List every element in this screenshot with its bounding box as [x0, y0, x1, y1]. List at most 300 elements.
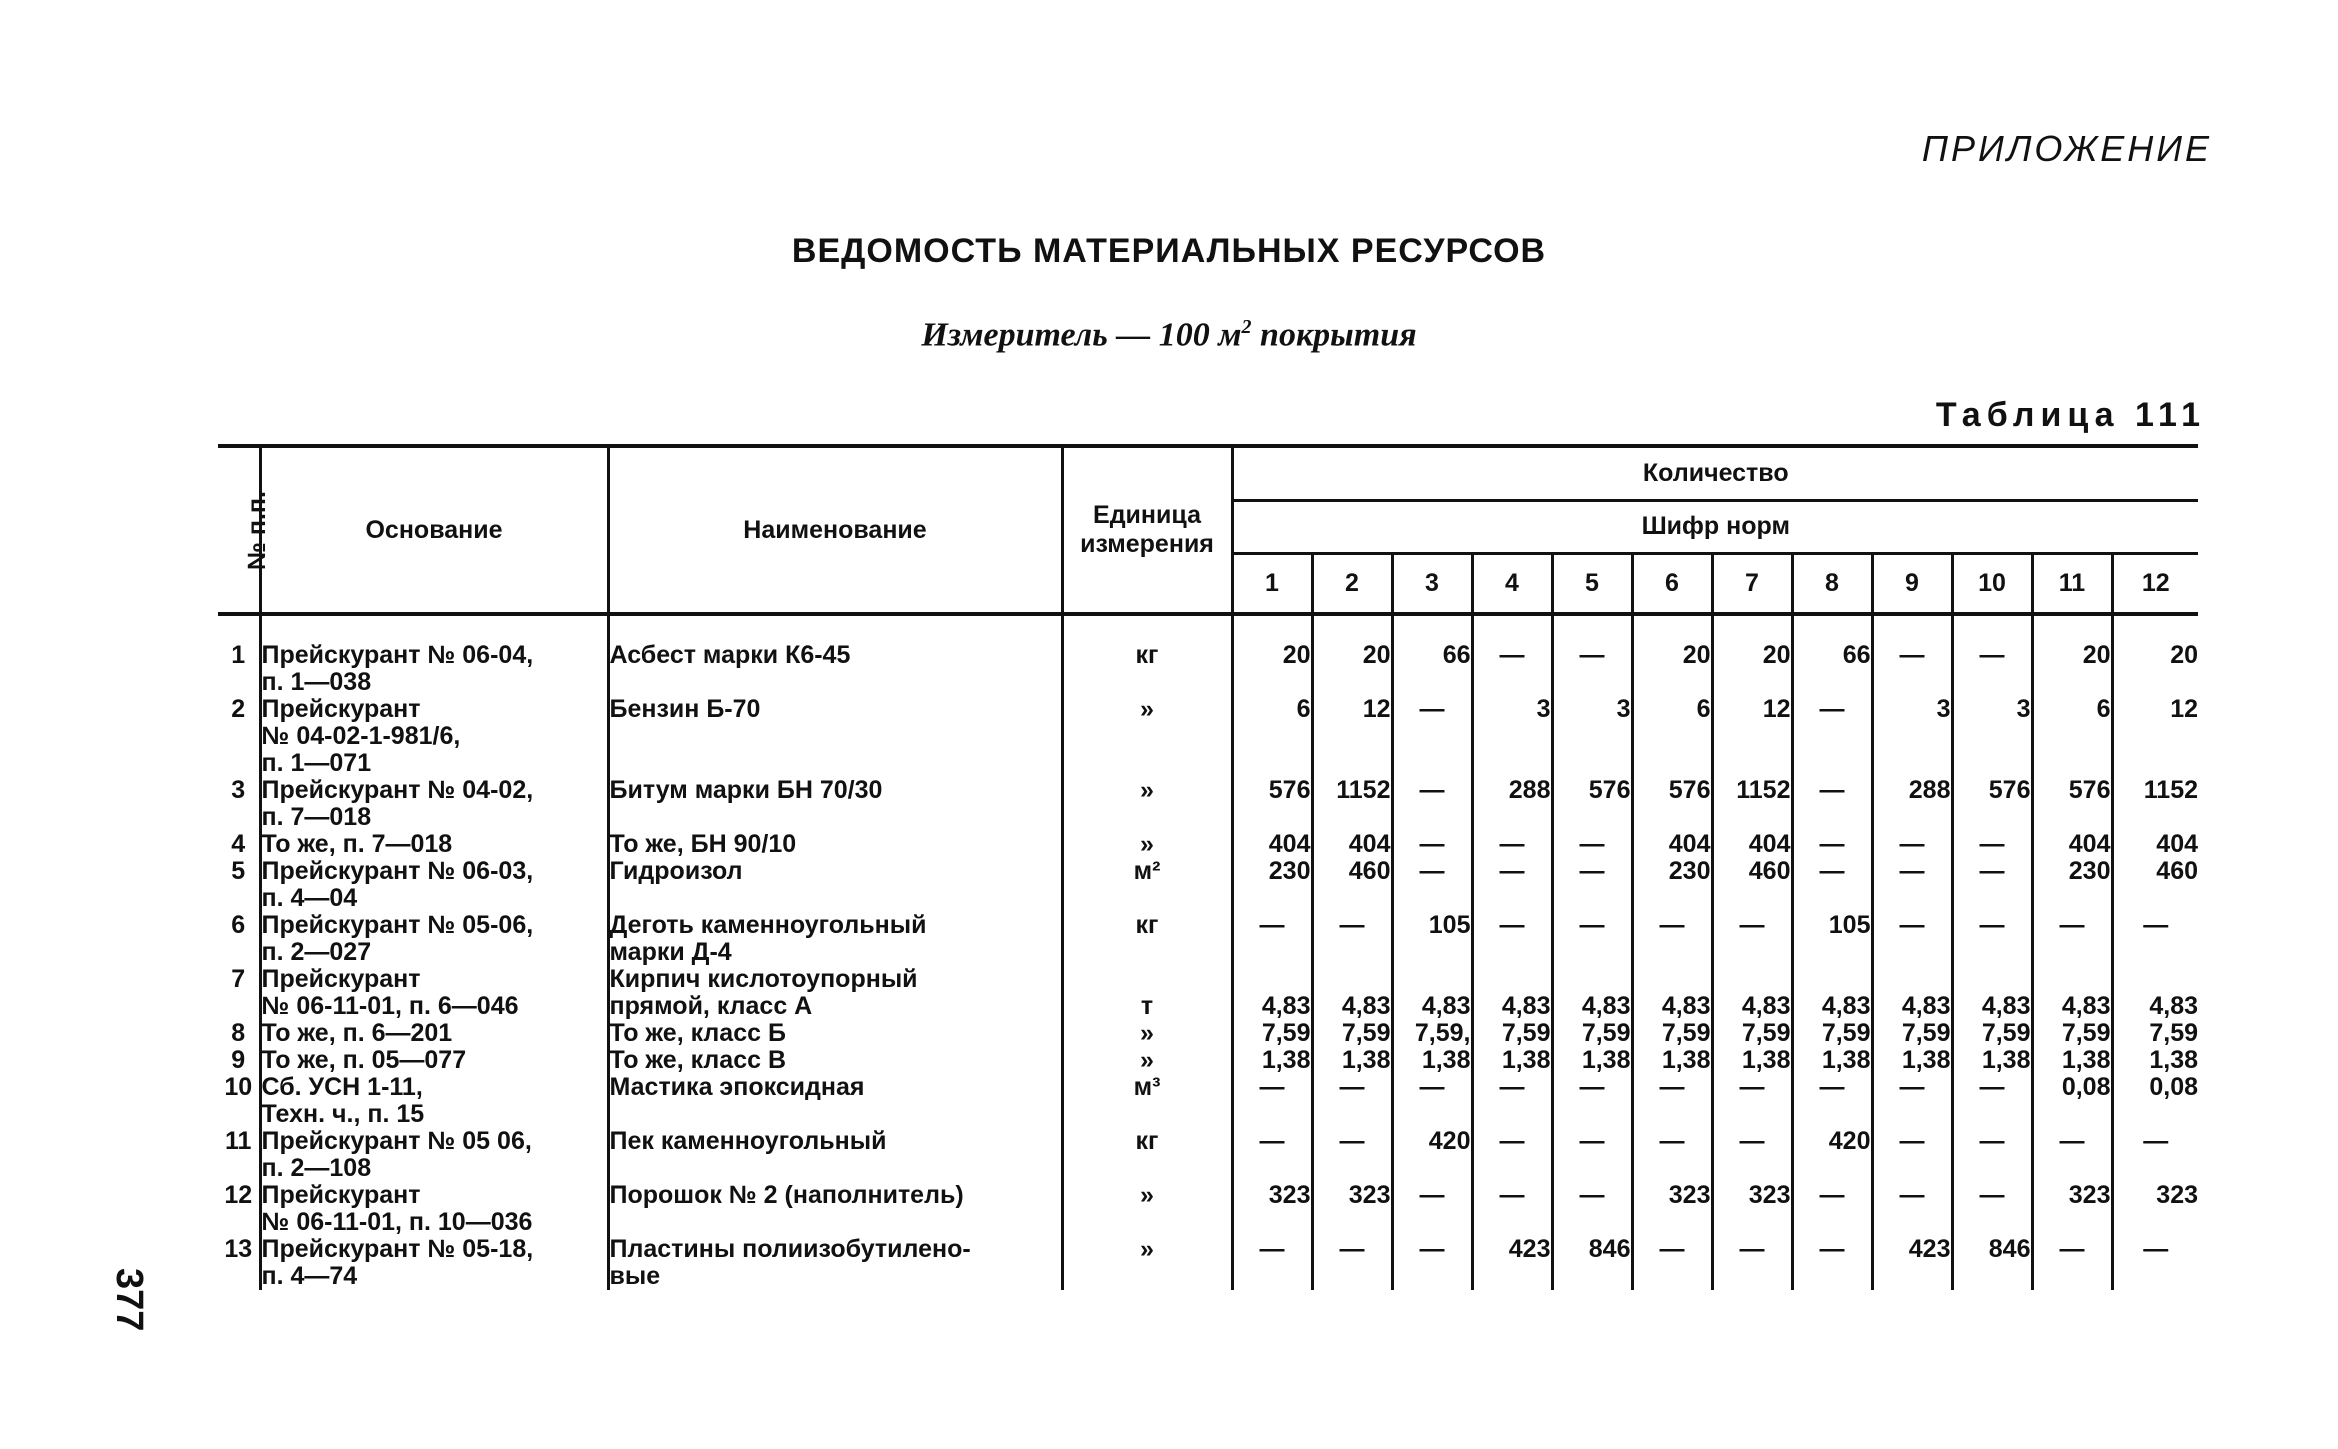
- quantity-value: —: [1739, 1127, 1765, 1155]
- quantity-cell: [1472, 1182, 1552, 1236]
- header-col-6: 6: [1632, 554, 1712, 614]
- quantity-cell: [1632, 1074, 1712, 1128]
- quantity-cell: [2112, 696, 2198, 777]
- name-cell: [608, 1074, 1062, 1128]
- quantity-value: —: [1259, 1127, 1285, 1155]
- row-number: [218, 1074, 260, 1128]
- table-row: [218, 777, 2198, 831]
- quantity-cell: [1792, 912, 1872, 966]
- header-num-label: № п.п.: [242, 490, 271, 570]
- header-col-3: 3: [1392, 554, 1472, 614]
- basis-line: п. 1—038: [261, 668, 372, 696]
- quantity-cell: [1632, 831, 1712, 858]
- quantity-value: 0,08: [2149, 1073, 2199, 1101]
- quantity-value: 4,83: [1501, 992, 1551, 1020]
- table-row: [218, 1074, 2198, 1128]
- quantity-cell: [1232, 1047, 1312, 1074]
- quantity-value: —: [1579, 857, 1605, 885]
- quantity-value: 20: [1762, 641, 1791, 669]
- row-number: [218, 777, 260, 831]
- table-number: Таблица 111: [1935, 396, 2206, 434]
- quantity-value: —: [1499, 911, 1525, 939]
- quantity-value: 105: [1428, 911, 1471, 939]
- quantity-cell: [1632, 1236, 1712, 1290]
- quantity-value: —: [1419, 857, 1445, 885]
- quantity-value: —: [1339, 1127, 1365, 1155]
- quantity-cell: [1872, 831, 1952, 858]
- quantity-cell: [1792, 1182, 1872, 1236]
- quantity-value: —: [1979, 1073, 2005, 1101]
- quantity-value: —: [1259, 1235, 1285, 1263]
- quantity-cell: [1712, 1236, 1792, 1290]
- quantity-cell: [1792, 1047, 1872, 1074]
- quantity-value: 460: [1748, 857, 1791, 885]
- quantity-value: 576: [1668, 776, 1711, 804]
- unit-cell: [1062, 858, 1232, 912]
- header-col-2: 2: [1312, 554, 1392, 614]
- quantity-value: 7,59: [1501, 1019, 1551, 1047]
- basis-line: п. 4—74: [261, 1262, 358, 1290]
- row-number: [218, 966, 260, 1020]
- quantity-value: 846: [1588, 1235, 1631, 1263]
- unit-cell: [1062, 1020, 1232, 1047]
- quantity-value: 404: [1348, 830, 1391, 858]
- quantity-cell: [1632, 1182, 1712, 1236]
- quantity-cell: [2112, 777, 2198, 831]
- basis-cell: [260, 777, 608, 831]
- quantity-value: —: [1419, 1073, 1445, 1101]
- quantity-cell: [1552, 1074, 1632, 1128]
- quantity-value: —: [1339, 1073, 1365, 1101]
- quantity-value: 7,59: [1581, 1019, 1631, 1047]
- basis-cell: [260, 912, 608, 966]
- quantity-cell: [1712, 858, 1792, 912]
- quantity-cell: [1952, 1047, 2032, 1074]
- quantity-value: 576: [1988, 776, 2031, 804]
- row-number-text: 4: [231, 830, 246, 858]
- quantity-value: 20: [2170, 641, 2199, 669]
- quantity-cell: [1952, 1236, 2032, 1290]
- name-line: прямой, класс А: [609, 992, 813, 1020]
- quantity-cell: [1472, 1020, 1552, 1047]
- row-number-text: 10: [224, 1073, 253, 1101]
- quantity-cell: [1952, 1074, 2032, 1128]
- quantity-value: —: [1339, 911, 1365, 939]
- row-number: [218, 831, 260, 858]
- quantity-cell: [1472, 696, 1552, 777]
- quantity-value: —: [1259, 911, 1285, 939]
- quantity-value: —: [1979, 857, 2005, 885]
- quantity-value: 1,38: [1661, 1046, 1711, 1074]
- quantity-cell: [2032, 1047, 2112, 1074]
- unit-text: м²: [1133, 857, 1161, 885]
- quantity-value: —: [1499, 1127, 1525, 1155]
- quantity-cell: [1312, 1020, 1392, 1047]
- quantity-cell: [1952, 696, 2032, 777]
- quantity-cell: [1392, 777, 1472, 831]
- unit-cell: [1062, 1182, 1232, 1236]
- quantity-value: 4,83: [1661, 992, 1711, 1020]
- quantity-cell: [2032, 1182, 2112, 1236]
- unit-cell: [1062, 642, 1232, 696]
- quantity-value: 7,59: [1661, 1019, 1711, 1047]
- unit-text: »: [1140, 695, 1154, 723]
- quantity-cell: [1552, 1020, 1632, 1047]
- row-number: [218, 1047, 260, 1074]
- basis-cell: [260, 1020, 608, 1047]
- quantity-value: —: [1979, 911, 2005, 939]
- quantity-cell: [1472, 858, 1552, 912]
- basis-cell: [260, 1236, 608, 1290]
- basis-line: п. 4—04: [261, 884, 358, 912]
- name-line: Пластины полиизобутилено-: [609, 1235, 971, 1263]
- quantity-value: 7,59: [1741, 1019, 1791, 1047]
- quantity-cell: [1952, 1020, 2032, 1047]
- quantity-cell: [1632, 1047, 1712, 1074]
- basis-line: Сб. УСН 1-11,: [261, 1073, 423, 1101]
- quantity-value: —: [1579, 1127, 1605, 1155]
- spacer-cell: [1312, 614, 1392, 642]
- basis-line: п. 2—027: [261, 938, 372, 966]
- quantity-cell: [2112, 831, 2198, 858]
- quantity-value: 423: [1508, 1235, 1551, 1263]
- quantity-cell: [1552, 858, 1632, 912]
- quantity-value: 404: [2068, 830, 2111, 858]
- row-number: [218, 1020, 260, 1047]
- quantity-cell: [1872, 912, 1952, 966]
- quantity-cell: [1792, 858, 1872, 912]
- quantity-cell: [1952, 858, 2032, 912]
- quantity-value: 105: [1828, 911, 1871, 939]
- quantity-cell: [1312, 1182, 1392, 1236]
- name-cell: [608, 1236, 1062, 1290]
- quantity-cell: [1392, 1074, 1472, 1128]
- quantity-value: 1,38: [1261, 1046, 1311, 1074]
- quantity-cell: [2032, 1128, 2112, 1182]
- quantity-value: —: [1979, 1127, 2005, 1155]
- quantity-value: —: [2059, 1235, 2085, 1263]
- quantity-value: 7,59,: [1414, 1019, 1471, 1047]
- quantity-value: 4,83: [2149, 992, 2199, 1020]
- quantity-value: 6: [2096, 695, 2111, 723]
- quantity-value: —: [1499, 830, 1525, 858]
- quantity-cell: [1952, 831, 2032, 858]
- quantity-value: 323: [2156, 1181, 2199, 1209]
- quantity-cell: [2112, 1236, 2198, 1290]
- quantity-cell: [2032, 912, 2112, 966]
- quantity-value: 423: [1908, 1235, 1951, 1263]
- quantity-value: 323: [1748, 1181, 1791, 1209]
- quantity-value: —: [1819, 695, 1845, 723]
- quantity-cell: [2112, 858, 2198, 912]
- quantity-cell: [2112, 966, 2198, 1020]
- quantity-cell: [1552, 1182, 1632, 1236]
- spacer-cell: [260, 614, 608, 642]
- quantity-cell: [1312, 1128, 1392, 1182]
- table-spacer-row: [218, 614, 2198, 642]
- quantity-value: 20: [1682, 641, 1711, 669]
- row-number-text: 1: [231, 641, 246, 669]
- quantity-value: 0,08: [2061, 1073, 2111, 1101]
- quantity-cell: [2112, 1128, 2198, 1182]
- quantity-value: —: [1899, 1073, 1925, 1101]
- quantity-cell: [1952, 1128, 2032, 1182]
- quantity-value: —: [1899, 857, 1925, 885]
- quantity-cell: [1312, 1047, 1392, 1074]
- quantity-value: 1,38: [2061, 1046, 2111, 1074]
- quantity-cell: [1392, 858, 1472, 912]
- quantity-value: —: [1739, 911, 1765, 939]
- header-col-11: 11: [2032, 554, 2112, 614]
- header-col-7: 7: [1712, 554, 1792, 614]
- quantity-cell: [1712, 912, 1792, 966]
- unit-text: »: [1140, 1181, 1154, 1209]
- unit-cell: [1062, 1236, 1232, 1290]
- quantity-cell: [1472, 1074, 1552, 1128]
- basis-cell: [260, 1074, 608, 1128]
- quantity-cell: [1792, 831, 1872, 858]
- header-col-9: 9: [1872, 554, 1952, 614]
- quantity-cell: [1472, 966, 1552, 1020]
- header-col-5: 5: [1552, 554, 1632, 614]
- quantity-cell: [1872, 642, 1952, 696]
- basis-line: п. 7—018: [261, 803, 372, 831]
- name-line: Кирпич кислотоупорный: [609, 965, 918, 993]
- name-line: То же, класс Б: [609, 1019, 786, 1047]
- table-row: [218, 1182, 2198, 1236]
- quantity-cell: [1472, 912, 1552, 966]
- quantity-value: 404: [1268, 830, 1311, 858]
- quantity-cell: [1232, 1182, 1312, 1236]
- quantity-value: —: [1579, 1181, 1605, 1209]
- quantity-cell: [1632, 696, 1712, 777]
- row-number-text: 2: [231, 695, 246, 723]
- row-number-text: 8: [231, 1019, 246, 1047]
- quantity-cell: [1952, 1182, 2032, 1236]
- header-col-4: 4: [1472, 554, 1552, 614]
- quantity-cell: [2032, 1074, 2112, 1128]
- quantity-value: 1,38: [1741, 1046, 1791, 1074]
- table-row: [218, 696, 2198, 777]
- quantity-cell: [1472, 777, 1552, 831]
- quantity-value: 7,59: [1261, 1019, 1311, 1047]
- unit-text: кг: [1135, 641, 1159, 669]
- quantity-cell: [1232, 966, 1312, 1020]
- quantity-cell: [1872, 858, 1952, 912]
- basis-line: № 06-11-01, п. 6—046: [261, 992, 519, 1020]
- quantity-value: —: [1579, 830, 1605, 858]
- quantity-value: 1152: [1336, 776, 1391, 804]
- quantity-value: 7,59: [2061, 1019, 2111, 1047]
- quantity-value: 66: [1842, 641, 1871, 669]
- quantity-value: —: [1579, 641, 1605, 669]
- table-row: [218, 1020, 2198, 1047]
- basis-line: Прейскурант № 05-18,: [261, 1235, 534, 1263]
- quantity-value: 230: [2068, 857, 2111, 885]
- spacer-cell: [1232, 614, 1312, 642]
- quantity-value: —: [1419, 776, 1445, 804]
- quantity-value: —: [2059, 911, 2085, 939]
- unit-cell: [1062, 1128, 1232, 1182]
- quantity-value: 7,59: [1821, 1019, 1871, 1047]
- quantity-value: 7,59: [1901, 1019, 1951, 1047]
- quantity-cell: [1472, 1047, 1552, 1074]
- quantity-cell: [1312, 831, 1392, 858]
- quantity-cell: [1872, 1128, 1952, 1182]
- quantity-cell: [1392, 966, 1472, 1020]
- quantity-value: 420: [1428, 1127, 1471, 1155]
- quantity-cell: [1632, 1020, 1712, 1047]
- name-cell: [608, 777, 1062, 831]
- quantity-cell: [2112, 1074, 2198, 1128]
- quantity-value: —: [1739, 1235, 1765, 1263]
- basis-cell: [260, 831, 608, 858]
- quantity-cell: [1792, 777, 1872, 831]
- quantity-value: 1,38: [1421, 1046, 1471, 1074]
- row-number: [218, 1182, 260, 1236]
- row-number: [218, 1128, 260, 1182]
- appendix-label: ПРИЛОЖЕНИЕ: [1921, 128, 2212, 169]
- quantity-value: 288: [1908, 776, 1951, 804]
- quantity-value: —: [1819, 1181, 1845, 1209]
- measure-suffix: покрытия: [1251, 316, 1417, 354]
- quantity-cell: [2032, 1236, 2112, 1290]
- quantity-value: —: [1419, 1235, 1445, 1263]
- quantity-cell: [1552, 696, 1632, 777]
- quantity-value: 420: [1828, 1127, 1871, 1155]
- quantity-value: 404: [1748, 830, 1791, 858]
- basis-cell: [260, 642, 608, 696]
- basis-line: Прейскурант № 06-03,: [261, 857, 534, 885]
- header-quantity: Количество: [1232, 446, 2198, 500]
- spacer-cell: [1552, 614, 1632, 642]
- header-unit: [1062, 446, 1232, 614]
- basis-cell: [260, 858, 608, 912]
- page-number: 377: [108, 1268, 150, 1332]
- header-basis: Основание: [260, 446, 608, 614]
- quantity-cell: [1552, 777, 1632, 831]
- quantity-cell: [1312, 696, 1392, 777]
- quantity-value: 6: [1296, 695, 1311, 723]
- quantity-value: 7,59: [1981, 1019, 2031, 1047]
- basis-cell: [260, 1047, 608, 1074]
- quantity-value: —: [1419, 1181, 1445, 1209]
- measure-subtitle: [0, 316, 2338, 354]
- unit-text: »: [1140, 1046, 1154, 1074]
- quantity-value: —: [1819, 776, 1845, 804]
- unit-text: м³: [1133, 1073, 1161, 1101]
- quantity-cell: [1792, 696, 1872, 777]
- quantity-cell: [1792, 1236, 1872, 1290]
- quantity-value: —: [1339, 1235, 1365, 1263]
- quantity-value: 1,38: [1501, 1046, 1551, 1074]
- quantity-value: 230: [1268, 857, 1311, 885]
- quantity-cell: [1552, 1236, 1632, 1290]
- quantity-cell: [1632, 642, 1712, 696]
- quantity-cell: [1712, 777, 1792, 831]
- basis-line: То же, п. 6—201: [261, 1019, 453, 1047]
- row-number-text: 7: [231, 965, 246, 993]
- quantity-cell: [1312, 1074, 1392, 1128]
- header-col-10: 10: [1952, 554, 2032, 614]
- basis-line: п. 1—071: [261, 749, 372, 777]
- quantity-cell: [1472, 642, 1552, 696]
- unit-cell: [1062, 777, 1232, 831]
- header-unit-line1: Единица: [1093, 501, 1201, 529]
- quantity-cell: [1792, 642, 1872, 696]
- name-line: вые: [609, 1262, 661, 1290]
- quantity-value: 3: [1936, 695, 1951, 723]
- quantity-cell: [1632, 912, 1712, 966]
- quantity-value: —: [1899, 911, 1925, 939]
- quantity-value: 4,83: [1821, 992, 1871, 1020]
- quantity-cell: [1792, 1074, 1872, 1128]
- quantity-value: 6: [1696, 695, 1711, 723]
- quantity-value: —: [1979, 830, 2005, 858]
- quantity-cell: [1392, 642, 1472, 696]
- quantity-cell: [2112, 642, 2198, 696]
- name-cell: [608, 1128, 1062, 1182]
- header-num: [218, 446, 271, 614]
- quantity-value: 3: [2016, 695, 2031, 723]
- quantity-cell: [2032, 696, 2112, 777]
- name-cell: [608, 831, 1062, 858]
- spacer-cell: [608, 614, 1062, 642]
- table-row: [218, 1047, 2198, 1074]
- quantity-value: 1152: [2143, 776, 2199, 804]
- header-name: Наименование: [608, 446, 1062, 614]
- basis-line: № 04-02-1-981/6,: [261, 722, 461, 750]
- quantity-cell: [2032, 831, 2112, 858]
- quantity-value: —: [1899, 641, 1925, 669]
- table-row: [218, 858, 2198, 912]
- unit-cell: [1062, 1074, 1232, 1128]
- quantity-cell: [1792, 1128, 1872, 1182]
- quantity-value: 4,83: [1341, 992, 1391, 1020]
- unit-text: »: [1140, 776, 1154, 804]
- quantity-cell: [1392, 831, 1472, 858]
- quantity-value: 4,83: [1981, 992, 2031, 1020]
- spacer-cell: [1952, 614, 2032, 642]
- header-cipher: Шифр норм: [1232, 500, 2198, 554]
- quantity-cell: [1712, 1128, 1792, 1182]
- quantity-value: —: [1979, 1181, 2005, 1209]
- quantity-cell: [1472, 831, 1552, 858]
- quantity-cell: [1312, 912, 1392, 966]
- quantity-value: —: [1419, 695, 1445, 723]
- name-cell: [608, 858, 1062, 912]
- basis-cell: [260, 696, 608, 777]
- quantity-cell: [1392, 1128, 1472, 1182]
- basis-line: п. 2—108: [261, 1154, 372, 1182]
- quantity-value: 404: [2156, 830, 2199, 858]
- quantity-value: —: [1739, 1073, 1765, 1101]
- quantity-value: 7,59: [1341, 1019, 1391, 1047]
- quantity-cell: [1952, 912, 2032, 966]
- quantity-value: 4,83: [1741, 992, 1791, 1020]
- quantity-cell: [1872, 777, 1952, 831]
- basis-line: Прейскурант № 05-06,: [261, 911, 534, 939]
- quantity-cell: [2112, 912, 2198, 966]
- quantity-cell: [1872, 1236, 1952, 1290]
- spacer-cell: [2032, 614, 2112, 642]
- quantity-value: 323: [1268, 1181, 1311, 1209]
- quantity-value: —: [1899, 830, 1925, 858]
- basis-line: Прейскурант № 04-02,: [261, 776, 534, 804]
- quantity-cell: [1712, 1074, 1792, 1128]
- quantity-value: —: [1819, 1235, 1845, 1263]
- unit-text: »: [1140, 1235, 1154, 1263]
